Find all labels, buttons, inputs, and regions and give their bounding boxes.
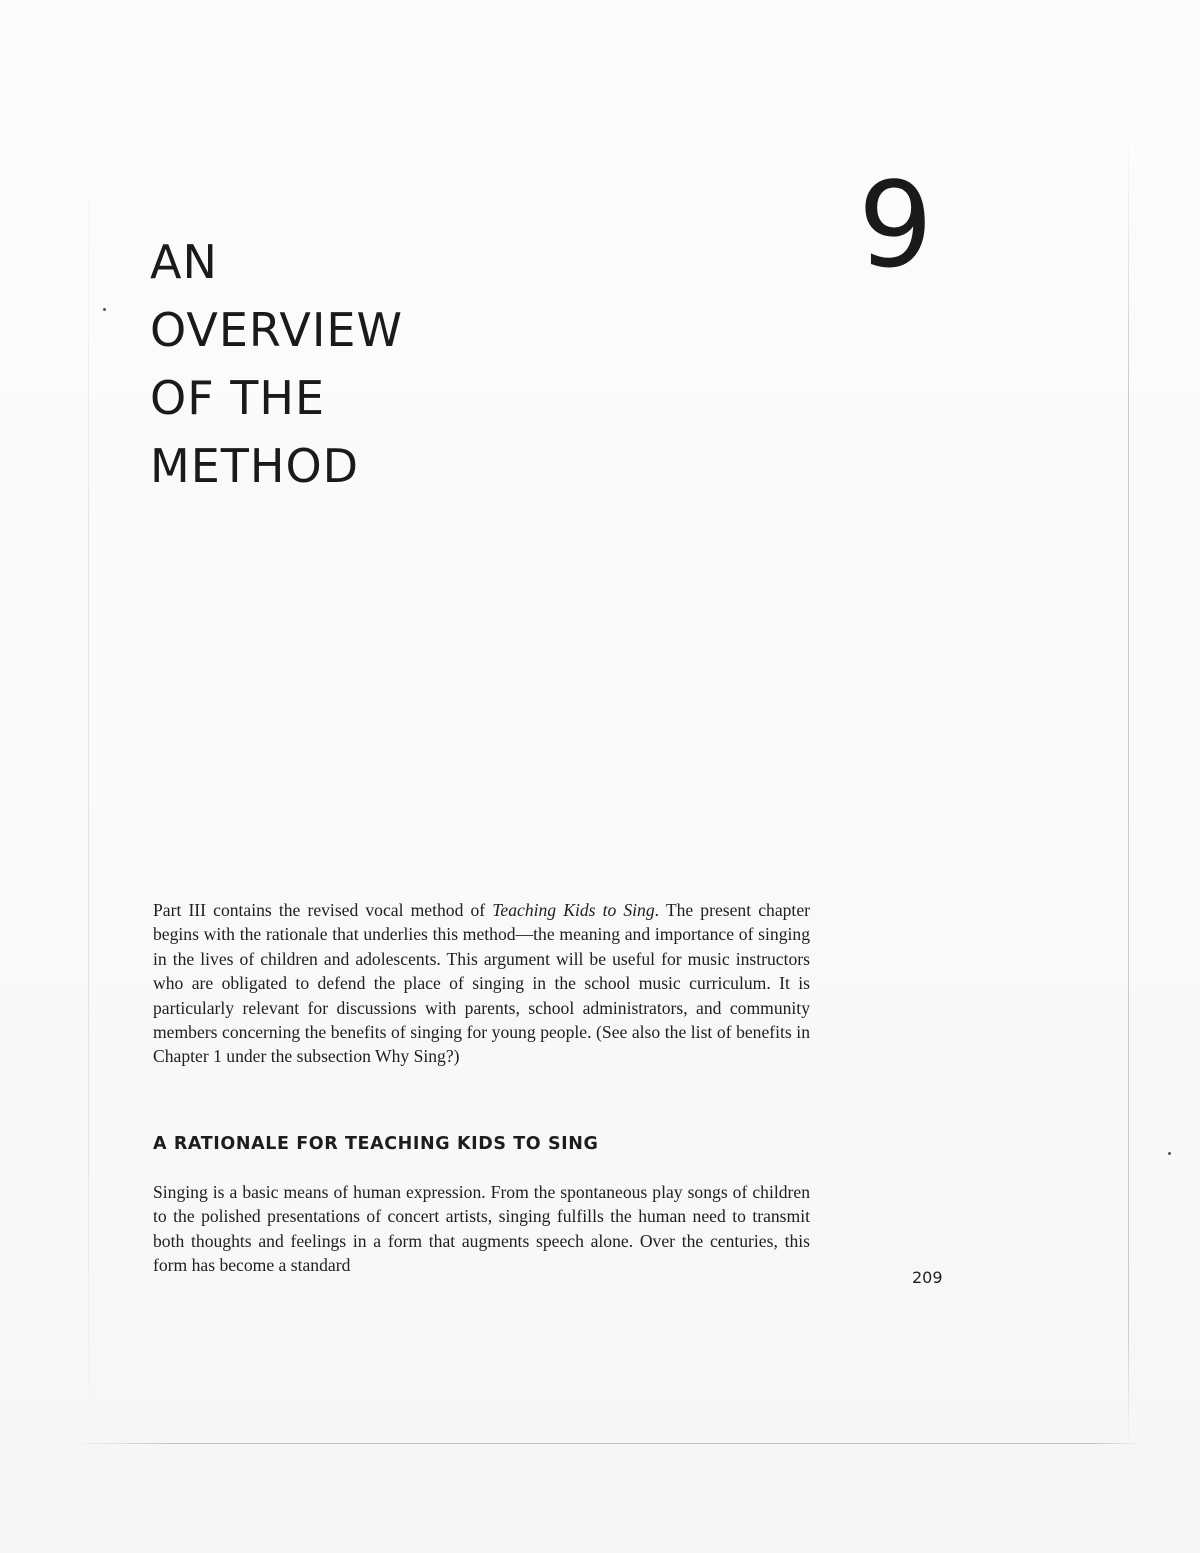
page-edge-bottom — [72, 1443, 1142, 1444]
page-edge-left — [88, 130, 89, 1430]
chapter-title-line: METHOD — [150, 439, 360, 493]
rationale-paragraph: Singing is a basic means of human expression. From the spontaneous play songs of children to the polished presentations of concert artists, singing fulfills the human need to transmit both thoughts and feelings in a form that augments speech alone. Over the centuries, this form has become a standard — [153, 1182, 810, 1276]
chapter-title — [150, 228, 403, 500]
scan-speck — [1168, 1152, 1171, 1155]
scan-speck — [103, 308, 106, 311]
section-heading: A RATIONALE FOR TEACHING KIDS TO SING — [153, 1134, 599, 1154]
chapter-title-line: OVERVIEW — [150, 303, 403, 357]
page-edge-right — [1128, 130, 1129, 1450]
chapter-number: 9 — [858, 156, 934, 294]
intro-text-start: Part III contains the revised vocal method of — [153, 900, 493, 920]
intro-text-end: . The present chapter begins with the rationale that underlies this method—the meaning and importance of singing in the lives of children and adolescents. This argument will be useful for music instructors who are obligated to defend the place of singing in the school music curriculum. It is particularly relevant for discussions with parents, school administrators, and community members concerning the benefits of singing for young people. (See also the list of benefits in Chapter 1 under the subsection Why Sing?) — [153, 900, 810, 1067]
intro-paragraph — [153, 898, 810, 1069]
chapter-title-line: OF THE — [150, 371, 326, 425]
page-number: 209 — [912, 1268, 943, 1287]
chapter-title-line: AN — [150, 235, 218, 289]
book-title-italic: Teaching Kids to Sing — [492, 900, 655, 920]
